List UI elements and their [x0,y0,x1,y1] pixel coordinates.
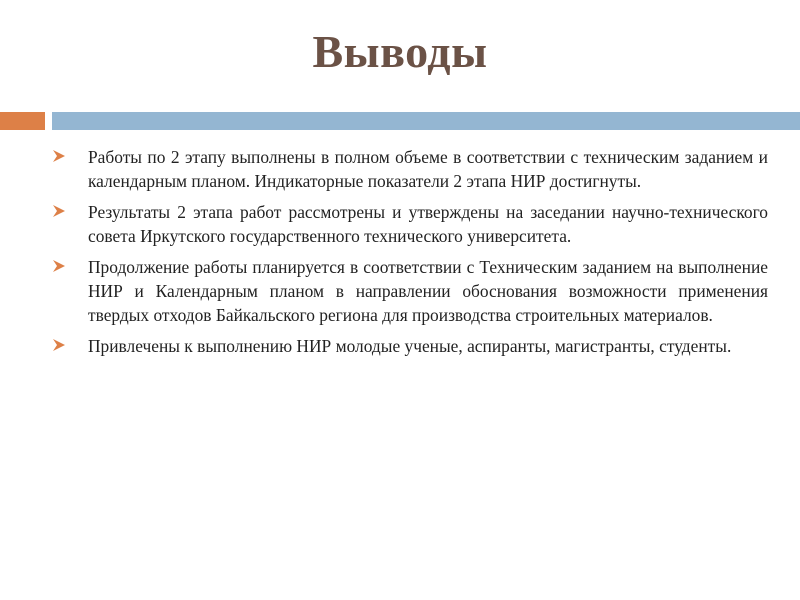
bullet-text: Работы по 2 этапу выполнены в полном объеме в соответствии с техническим заданием и календарным планом. Индикаторные показатели 2 этапа НИР достигнуты. [88,147,768,191]
slide-title: Выводы [312,26,488,77]
accent-bar [0,112,45,130]
bullet-text: Результаты 2 этапа работ рассмотрены и утверждены на заседании научно-технического совета Иркутского государственного технического университета. [88,202,768,246]
arrowhead-bullet-icon [52,148,66,164]
arrowhead-bullet-icon [52,258,66,274]
bullet-item [52,334,768,358]
bullet-item [52,145,768,193]
bullet-text: Продолжение работы планируется в соответствии с Техническим заданием на выполнение НИР и Календарным планом в направлении обоснования возможности применения твердых отходов Байкальского региона для производства строительных материалов. [88,257,768,325]
bullet-list [52,145,768,365]
arrowhead-bullet-icon [52,337,66,353]
bullet-text: Привлечены к выполнению НИР молодые ученые, аспиранты, магистранты, студенты. [88,336,732,356]
title-underline-bar [52,112,800,130]
arrowhead-bullet-icon [52,203,66,219]
bullet-item [52,255,768,327]
bullet-item [52,200,768,248]
